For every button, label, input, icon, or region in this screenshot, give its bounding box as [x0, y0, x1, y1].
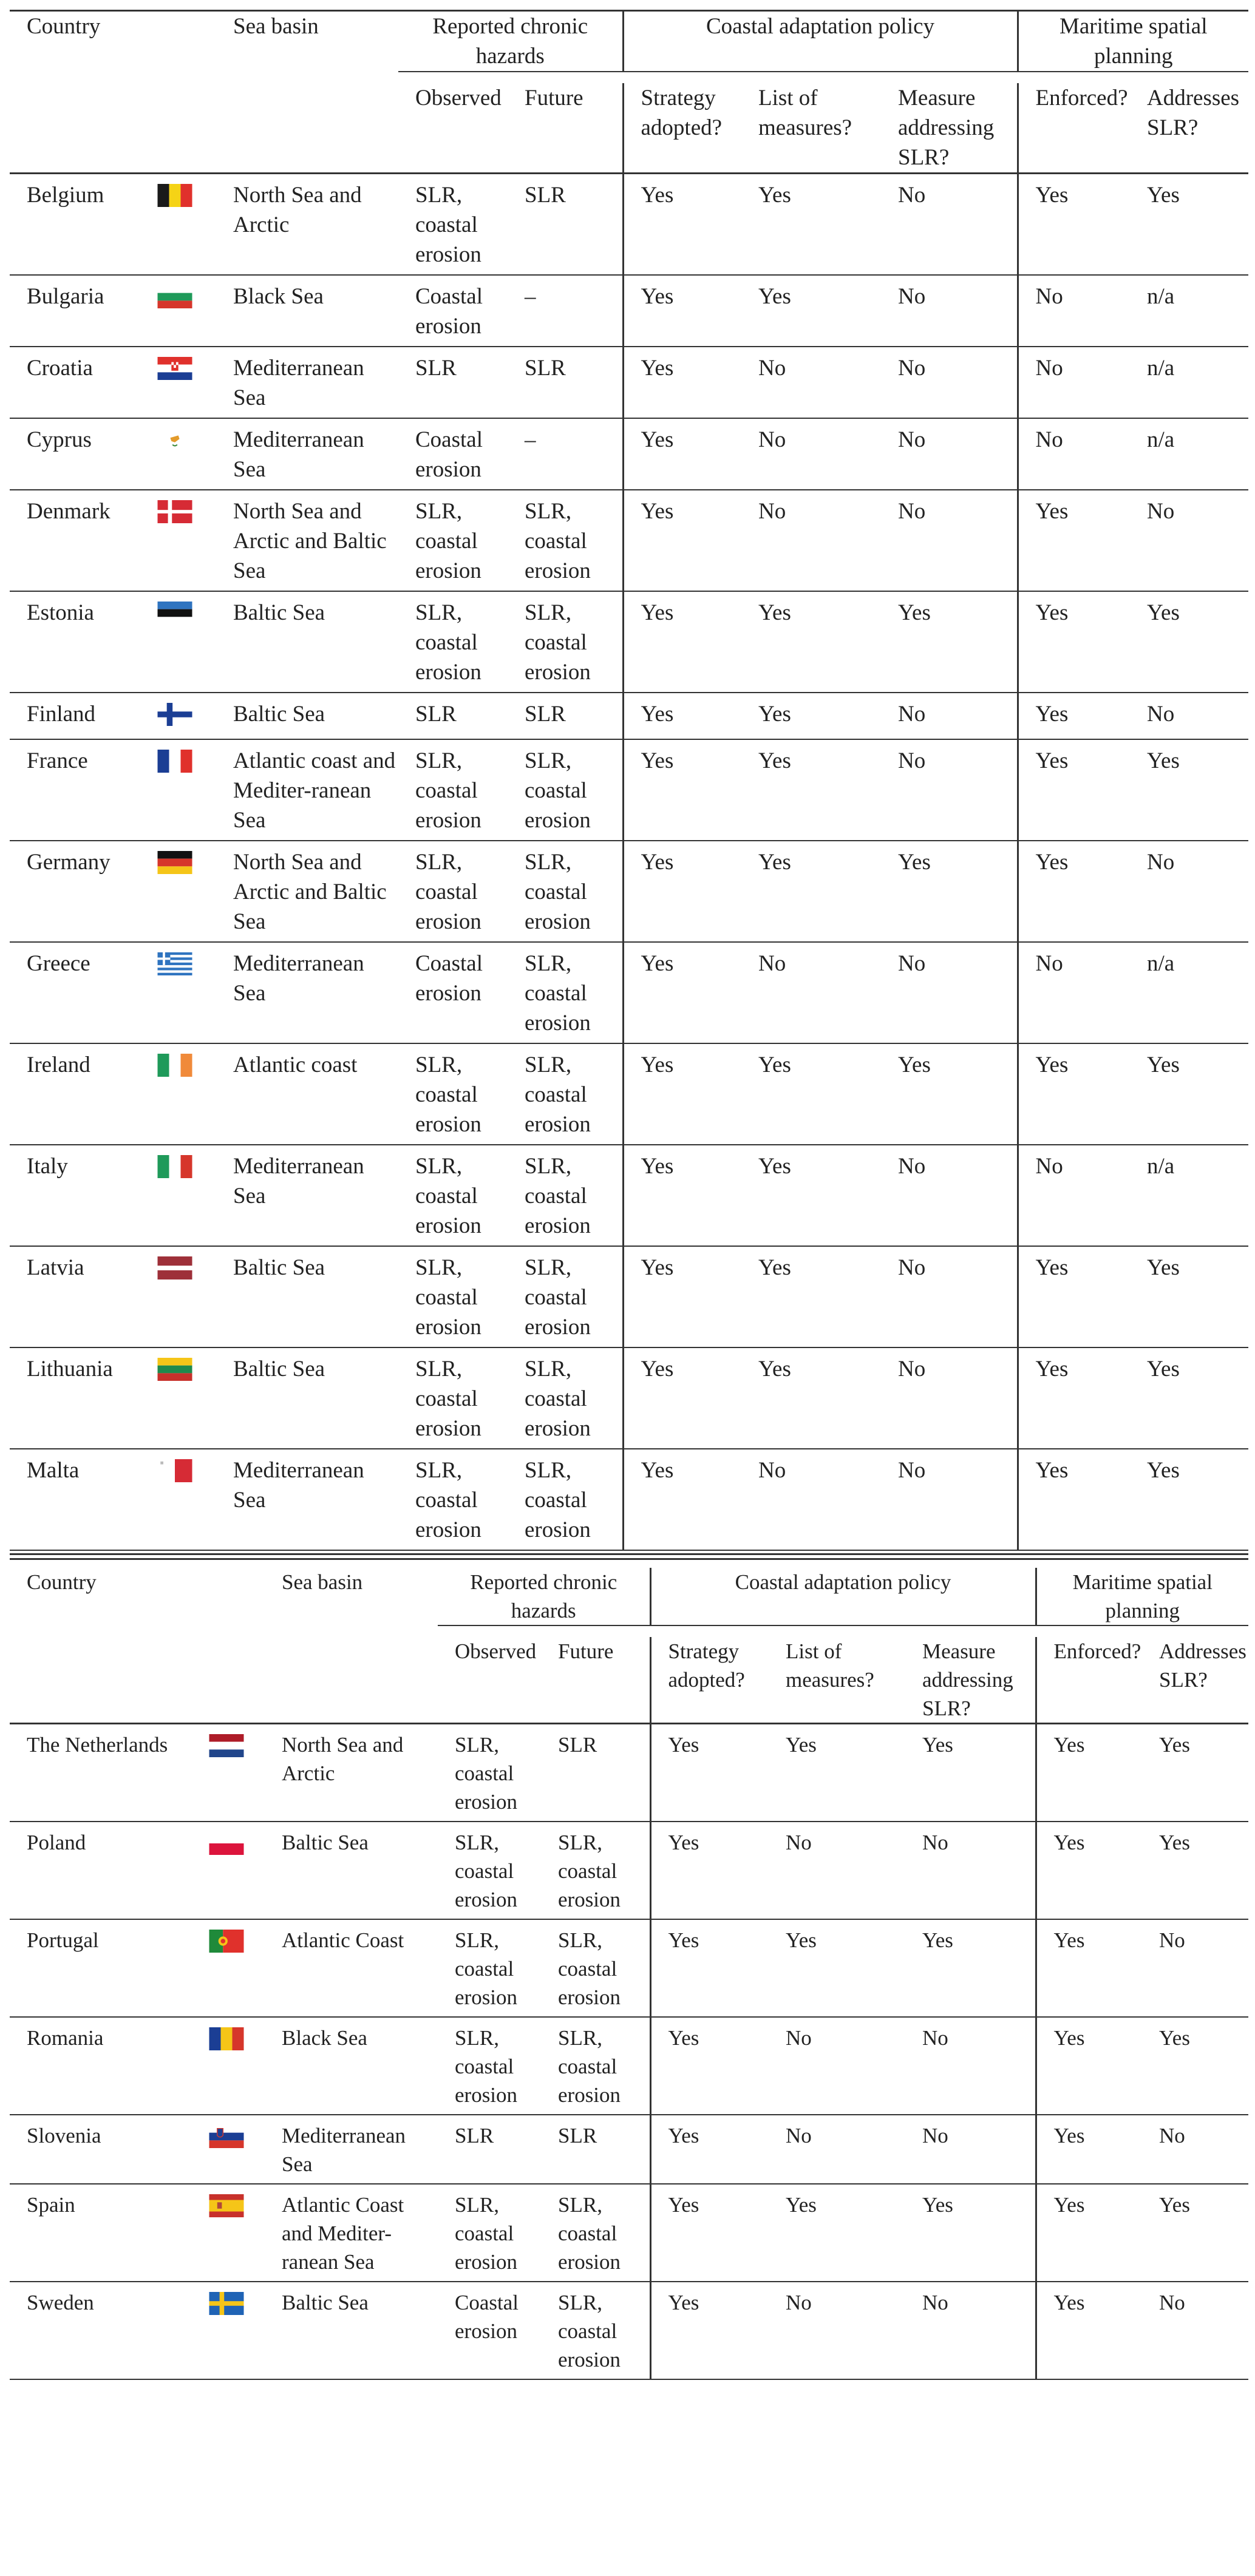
cell-sea-basin: North Sea and Arctic	[216, 174, 398, 276]
cell-strategy-adopted: Yes	[623, 739, 741, 841]
cell-observed: SLR, coastal erosion	[398, 591, 508, 693]
cell-msp-addresses-slr: n/a	[1130, 347, 1248, 418]
cell-observed: SLR, coastal erosion	[438, 2017, 541, 2115]
cell-measure-addressing-slr: No	[881, 1347, 1018, 1449]
header-msp: Maritime spatial planning	[1036, 1568, 1248, 1625]
table-row	[10, 942, 1248, 1043]
cell-flag	[140, 490, 216, 591]
table-row	[10, 174, 1248, 276]
header-enforced: Enforced?	[1018, 83, 1130, 174]
header-sea-basin: Sea basin	[265, 1568, 438, 1724]
cell-sea-basin: North Sea and Arctic and Baltic Sea	[216, 841, 398, 942]
cell-future: SLR, coastal erosion	[508, 739, 623, 841]
cell-msp-addresses-slr: Yes	[1142, 1822, 1248, 1919]
spain-flag-icon	[209, 2194, 244, 2217]
cell-msp-enforced: Yes	[1036, 2282, 1142, 2379]
cell-msp-enforced: Yes	[1018, 1043, 1130, 1145]
header-hazards: Reported chronic hazards	[438, 1568, 650, 1625]
table-row	[10, 490, 1248, 591]
cell-flag	[140, 1145, 216, 1246]
cell-strategy-adopted: Yes	[623, 1449, 741, 1550]
cell-future: SLR, coastal erosion	[508, 1145, 623, 1246]
cell-future: SLR	[508, 347, 623, 418]
header-country: Country	[10, 11, 140, 174]
cell-sea-basin: Mediterranean Sea	[216, 347, 398, 418]
cell-msp-enforced: Yes	[1036, 1822, 1142, 1919]
cell-country: Croatia	[10, 347, 140, 418]
cell-flag	[140, 347, 216, 418]
cell-msp-addresses-slr: No	[1130, 490, 1248, 591]
cell-msp-addresses-slr: Yes	[1142, 2017, 1248, 2115]
cell-msp-enforced: Yes	[1018, 591, 1130, 693]
cell-list-of-measures: No	[741, 490, 881, 591]
cell-strategy-adopted: Yes	[623, 1347, 741, 1449]
portugal-flag-icon	[209, 1930, 244, 1953]
cell-future: SLR, coastal erosion	[508, 591, 623, 693]
cell-observed: SLR, coastal erosion	[398, 1246, 508, 1347]
cell-observed: Coastal erosion	[398, 275, 508, 347]
table-body	[10, 174, 1248, 1551]
cell-msp-enforced: Yes	[1018, 1246, 1130, 1347]
belgium-flag-icon	[157, 184, 192, 207]
cell-measure-addressing-slr: No	[881, 490, 1018, 591]
cell-flag	[140, 591, 216, 693]
cell-observed: SLR, coastal erosion	[438, 2184, 541, 2282]
cell-sea-basin: Mediterranean Sea	[216, 1145, 398, 1246]
cell-country: Bulgaria	[10, 275, 140, 347]
cell-msp-enforced: Yes	[1036, 1919, 1142, 2017]
cell-sea-basin: Baltic Sea	[265, 2282, 438, 2379]
cell-future: SLR	[508, 693, 623, 739]
cell-list-of-measures: Yes	[741, 591, 881, 693]
croatia-flag-icon	[157, 357, 192, 380]
table-row	[10, 1043, 1248, 1145]
cell-list-of-measures: Yes	[741, 739, 881, 841]
cell-strategy-adopted: Yes	[623, 591, 741, 693]
cell-list-of-measures: Yes	[741, 1043, 881, 1145]
cell-msp-addresses-slr: Yes	[1142, 1724, 1248, 1822]
cell-strategy-adopted: Yes	[623, 693, 741, 739]
table-row	[10, 1246, 1248, 1347]
cell-list-of-measures: No	[741, 418, 881, 490]
cell-msp-addresses-slr: Yes	[1142, 2184, 1248, 2282]
cell-country: Germany	[10, 841, 140, 942]
table-row	[10, 1822, 1248, 1919]
cell-sea-basin: Black Sea	[216, 275, 398, 347]
table-break-rule	[10, 1553, 1248, 1560]
cell-country: Greece	[10, 942, 140, 1043]
greece-flag-icon	[157, 952, 192, 975]
cell-list-of-measures: Yes	[741, 275, 881, 347]
table-row	[10, 2184, 1248, 2282]
cell-list-of-measures: Yes	[741, 1347, 881, 1449]
cell-sea-basin: Atlantic coast and Mediter-ranean Sea	[216, 739, 398, 841]
bulgaria-flag-icon	[157, 285, 192, 308]
cell-measure-addressing-slr: No	[881, 693, 1018, 739]
cell-list-of-measures: Yes	[741, 1145, 881, 1246]
cell-country: Italy	[10, 1145, 140, 1246]
cell-flag	[140, 1347, 216, 1449]
france-flag-icon	[157, 750, 192, 773]
estonia-flag-icon	[157, 602, 192, 625]
cell-measure-addressing-slr: No	[881, 174, 1018, 276]
table-row	[10, 418, 1248, 490]
lithuania-flag-icon	[157, 1358, 192, 1381]
cell-msp-enforced: Yes	[1036, 2115, 1142, 2184]
cell-future: –	[508, 275, 623, 347]
malta-flag-icon	[157, 1459, 192, 1482]
cell-list-of-measures: No	[769, 2115, 905, 2184]
table-row	[10, 347, 1248, 418]
cell-country: Sweden	[10, 2282, 192, 2379]
cell-msp-addresses-slr: Yes	[1130, 1449, 1248, 1550]
cell-strategy-adopted: Yes	[623, 1145, 741, 1246]
cell-flag	[192, 1724, 265, 1822]
cell-future: SLR, coastal erosion	[508, 490, 623, 591]
cell-future: SLR, coastal erosion	[508, 1043, 623, 1145]
cell-future: SLR, coastal erosion	[541, 2282, 650, 2379]
cell-list-of-measures: Yes	[741, 174, 881, 276]
cell-msp-enforced: Yes	[1018, 693, 1130, 739]
cell-flag	[192, 2282, 265, 2379]
cell-msp-addresses-slr: No	[1142, 2282, 1248, 2379]
cell-sea-basin: Atlantic Coast	[265, 1919, 438, 2017]
cyprus-flag-icon	[157, 429, 192, 452]
table-header	[10, 1568, 1248, 1724]
cell-msp-addresses-slr: n/a	[1130, 942, 1248, 1043]
cell-country: Slovenia	[10, 2115, 192, 2184]
cell-msp-addresses-slr: Yes	[1130, 174, 1248, 276]
header-observed: Observed	[398, 83, 508, 174]
header-observed: Observed	[438, 1637, 541, 1724]
cell-msp-addresses-slr: No	[1142, 1919, 1248, 2017]
cell-sea-basin: Mediterranean Sea	[265, 2115, 438, 2184]
cell-msp-enforced: Yes	[1018, 841, 1130, 942]
cell-measure-addressing-slr: No	[881, 275, 1018, 347]
cell-observed: SLR, coastal erosion	[398, 739, 508, 841]
cell-list-of-measures: Yes	[769, 1724, 905, 1822]
adaptation-table-part2	[10, 1568, 1248, 2380]
cell-msp-addresses-slr: No	[1130, 841, 1248, 942]
cell-strategy-adopted: Yes	[623, 174, 741, 276]
cell-flag	[140, 841, 216, 942]
cell-list-of-measures: Yes	[769, 2184, 905, 2282]
cell-country: Malta	[10, 1449, 140, 1550]
cell-sea-basin: Baltic Sea	[216, 591, 398, 693]
cell-flag	[192, 2017, 265, 2115]
cell-observed: SLR	[398, 693, 508, 739]
finland-flag-icon	[157, 703, 192, 726]
table-row	[10, 2115, 1248, 2184]
cell-future: SLR	[508, 174, 623, 276]
cell-country: Estonia	[10, 591, 140, 693]
table-header	[10, 11, 1248, 174]
cell-future: SLR, coastal erosion	[508, 1449, 623, 1550]
cell-msp-enforced: Yes	[1018, 174, 1130, 276]
header-coastal-policy: Coastal adaptation policy	[650, 1568, 1036, 1625]
cell-measure-addressing-slr: No	[881, 1246, 1018, 1347]
cell-observed: SLR	[438, 2115, 541, 2184]
cell-sea-basin: Mediterranean Sea	[216, 942, 398, 1043]
germany-flag-icon	[157, 851, 192, 874]
cell-country: Finland	[10, 693, 140, 739]
cell-strategy-adopted: Yes	[650, 2017, 769, 2115]
cell-country: Denmark	[10, 490, 140, 591]
table-row	[10, 739, 1248, 841]
cell-measure-addressing-slr: No	[881, 942, 1018, 1043]
header-sea-basin: Sea basin	[216, 11, 398, 174]
cell-measure-addressing-slr: Yes	[905, 1724, 1036, 1822]
cell-strategy-adopted: Yes	[650, 2184, 769, 2282]
cell-strategy-adopted: Yes	[650, 1919, 769, 2017]
table-row	[10, 1724, 1248, 1822]
adaptation-table-part1	[10, 10, 1248, 1551]
cell-measure-addressing-slr: No	[905, 2017, 1036, 2115]
cell-measure-addressing-slr: No	[881, 1145, 1018, 1246]
cell-list-of-measures: Yes	[741, 1246, 881, 1347]
cell-measure-addressing-slr: Yes	[881, 841, 1018, 942]
romania-flag-icon	[209, 2027, 244, 2050]
header-measures: List of measures?	[741, 83, 881, 174]
cell-msp-addresses-slr: No	[1142, 2115, 1248, 2184]
cell-observed: SLR, coastal erosion	[398, 1145, 508, 1246]
cell-sea-basin: North Sea and Arctic	[265, 1724, 438, 1822]
cell-strategy-adopted: Yes	[623, 841, 741, 942]
cell-flag	[140, 275, 216, 347]
table-body	[10, 1724, 1248, 2380]
cell-observed: SLR, coastal erosion	[438, 1822, 541, 1919]
header-measures: List of measures?	[769, 1637, 905, 1724]
cell-observed: SLR, coastal erosion	[398, 1449, 508, 1550]
cell-flag	[140, 174, 216, 276]
cell-msp-enforced: Yes	[1036, 2017, 1142, 2115]
header-enforced: Enforced?	[1036, 1637, 1142, 1724]
cell-observed: SLR, coastal erosion	[438, 1919, 541, 2017]
cell-future: SLR, coastal erosion	[508, 1246, 623, 1347]
cell-strategy-adopted: Yes	[623, 347, 741, 418]
cell-msp-enforced: No	[1018, 418, 1130, 490]
cell-list-of-measures: No	[741, 1449, 881, 1550]
cell-msp-enforced: No	[1018, 275, 1130, 347]
table-row	[10, 2017, 1248, 2115]
cell-msp-enforced: Yes	[1036, 1724, 1142, 1822]
cell-msp-addresses-slr: Yes	[1130, 591, 1248, 693]
cell-list-of-measures: No	[741, 347, 881, 418]
cell-msp-enforced: Yes	[1018, 490, 1130, 591]
latvia-flag-icon	[157, 1256, 192, 1280]
cell-list-of-measures: No	[769, 1822, 905, 1919]
cell-measure-addressing-slr: No	[905, 1822, 1036, 1919]
cell-msp-addresses-slr: n/a	[1130, 275, 1248, 347]
poland-flag-icon	[209, 1832, 244, 1855]
cell-msp-enforced: No	[1018, 942, 1130, 1043]
cell-observed: SLR, coastal erosion	[398, 1043, 508, 1145]
cell-observed: SLR, coastal erosion	[398, 174, 508, 276]
header-measure-slr: Measure addressing SLR?	[881, 83, 1018, 174]
cell-msp-enforced: Yes	[1018, 1347, 1130, 1449]
cell-strategy-adopted: Yes	[623, 490, 741, 591]
cell-strategy-adopted: Yes	[650, 1822, 769, 1919]
cell-flag	[140, 1246, 216, 1347]
cell-strategy-adopted: Yes	[650, 1724, 769, 1822]
cell-strategy-adopted: Yes	[650, 2115, 769, 2184]
cell-sea-basin: Baltic Sea	[216, 1246, 398, 1347]
cell-country: Spain	[10, 2184, 192, 2282]
header-addresses-slr: Addresses SLR?	[1130, 83, 1248, 174]
cell-msp-addresses-slr: Yes	[1130, 1347, 1248, 1449]
cell-msp-enforced: Yes	[1036, 2184, 1142, 2282]
cell-sea-basin: Mediterranean Sea	[216, 1449, 398, 1550]
cell-measure-addressing-slr: Yes	[881, 591, 1018, 693]
cell-flag	[140, 1043, 216, 1145]
header-measure-slr: Measure addressing SLR?	[905, 1637, 1036, 1724]
slovenia-flag-icon	[209, 2125, 244, 2148]
cell-country: Portugal	[10, 1919, 192, 2017]
cell-future: SLR	[541, 1724, 650, 1822]
table-row	[10, 1347, 1248, 1449]
cell-flag	[140, 693, 216, 739]
ireland-flag-icon	[157, 1054, 192, 1077]
cell-measure-addressing-slr: Yes	[905, 1919, 1036, 2017]
cell-flag	[140, 739, 216, 841]
cell-future: SLR, coastal erosion	[508, 841, 623, 942]
cell-country: The Netherlands	[10, 1724, 192, 1822]
cell-sea-basin: Mediterranean Sea	[216, 418, 398, 490]
cell-observed: SLR, coastal erosion	[438, 1724, 541, 1822]
cell-country: Cyprus	[10, 418, 140, 490]
cell-future: SLR, coastal erosion	[541, 2017, 650, 2115]
cell-sea-basin: Baltic Sea	[265, 1822, 438, 1919]
cell-measure-addressing-slr: Yes	[905, 2184, 1036, 2282]
cell-msp-enforced: Yes	[1018, 739, 1130, 841]
cell-strategy-adopted: Yes	[650, 2282, 769, 2379]
cell-observed: SLR, coastal erosion	[398, 841, 508, 942]
header-strategy: Strategy adopted?	[650, 1637, 769, 1724]
cell-future: SLR, coastal erosion	[541, 1822, 650, 1919]
cell-sea-basin: Baltic Sea	[216, 693, 398, 739]
cell-msp-enforced: No	[1018, 1145, 1130, 1246]
cell-future: SLR	[541, 2115, 650, 2184]
cell-sea-basin: Baltic Sea	[216, 1347, 398, 1449]
cell-future: SLR, coastal erosion	[508, 1347, 623, 1449]
cell-flag	[192, 1919, 265, 2017]
header-addresses-slr: Addresses SLR?	[1142, 1637, 1248, 1724]
header-country: Country	[10, 1568, 192, 1724]
cell-msp-addresses-slr: Yes	[1130, 1246, 1248, 1347]
cell-strategy-adopted: Yes	[623, 1246, 741, 1347]
header-future: Future	[508, 83, 623, 174]
cell-observed: SLR, coastal erosion	[398, 490, 508, 591]
table-row	[10, 1145, 1248, 1246]
header-strategy: Strategy adopted?	[623, 83, 741, 174]
cell-msp-addresses-slr: n/a	[1130, 1145, 1248, 1246]
cell-strategy-adopted: Yes	[623, 942, 741, 1043]
cell-msp-enforced: Yes	[1018, 1449, 1130, 1550]
cell-country: Romania	[10, 2017, 192, 2115]
cell-msp-addresses-slr: n/a	[1130, 418, 1248, 490]
cell-flag	[140, 942, 216, 1043]
table-row	[10, 275, 1248, 347]
cell-msp-addresses-slr: No	[1130, 693, 1248, 739]
table-row	[10, 841, 1248, 942]
cell-measure-addressing-slr: No	[881, 739, 1018, 841]
cell-measure-addressing-slr: No	[881, 418, 1018, 490]
cell-sea-basin: Atlantic Coast and Mediter-ranean Sea	[265, 2184, 438, 2282]
cell-future: SLR, coastal erosion	[508, 942, 623, 1043]
denmark-flag-icon	[157, 500, 192, 523]
cell-future: SLR, coastal erosion	[541, 1919, 650, 2017]
cell-list-of-measures: No	[741, 942, 881, 1043]
italy-flag-icon	[157, 1155, 192, 1178]
cell-sea-basin: Black Sea	[265, 2017, 438, 2115]
cell-flag	[140, 1449, 216, 1550]
cell-sea-basin: Atlantic coast	[216, 1043, 398, 1145]
cell-flag	[192, 2184, 265, 2282]
cell-list-of-measures: Yes	[741, 693, 881, 739]
cell-observed: Coastal erosion	[398, 418, 508, 490]
cell-list-of-measures: Yes	[769, 1919, 905, 2017]
cell-msp-enforced: No	[1018, 347, 1130, 418]
cell-strategy-adopted: Yes	[623, 418, 741, 490]
cell-msp-addresses-slr: Yes	[1130, 1043, 1248, 1145]
cell-country: Poland	[10, 1822, 192, 1919]
netherlands-flag-icon	[209, 1734, 244, 1757]
table-row	[10, 693, 1248, 739]
table-row	[10, 1919, 1248, 2017]
cell-list-of-measures: No	[769, 2282, 905, 2379]
cell-strategy-adopted: Yes	[623, 275, 741, 347]
sweden-flag-icon	[209, 2292, 244, 2315]
cell-country: Ireland	[10, 1043, 140, 1145]
header-msp: Maritime spatial planning	[1018, 11, 1248, 72]
cell-measure-addressing-slr: No	[905, 2115, 1036, 2184]
cell-observed: SLR, coastal erosion	[398, 1347, 508, 1449]
cell-observed: SLR	[398, 347, 508, 418]
cell-measure-addressing-slr: Yes	[881, 1043, 1018, 1145]
table-row	[10, 2282, 1248, 2379]
header-hazards: Reported chronic hazards	[398, 11, 623, 72]
header-coastal-policy: Coastal adaptation policy	[623, 11, 1018, 72]
cell-country: Latvia	[10, 1246, 140, 1347]
cell-future: SLR, coastal erosion	[541, 2184, 650, 2282]
cell-observed: Coastal erosion	[438, 2282, 541, 2379]
header-future: Future	[541, 1637, 650, 1724]
cell-msp-addresses-slr: Yes	[1130, 739, 1248, 841]
cell-future: –	[508, 418, 623, 490]
cell-flag	[192, 2115, 265, 2184]
table-row	[10, 1449, 1248, 1550]
cell-strategy-adopted: Yes	[623, 1043, 741, 1145]
cell-country: France	[10, 739, 140, 841]
cell-measure-addressing-slr: No	[881, 1449, 1018, 1550]
cell-measure-addressing-slr: No	[905, 2282, 1036, 2379]
cell-flag	[192, 1822, 265, 1919]
cell-list-of-measures: Yes	[741, 841, 881, 942]
cell-measure-addressing-slr: No	[881, 347, 1018, 418]
cell-observed: Coastal erosion	[398, 942, 508, 1043]
cell-sea-basin: North Sea and Arctic and Baltic Sea	[216, 490, 398, 591]
table-row	[10, 591, 1248, 693]
cell-list-of-measures: No	[769, 2017, 905, 2115]
cell-flag	[140, 418, 216, 490]
cell-country: Lithuania	[10, 1347, 140, 1449]
cell-country: Belgium	[10, 174, 140, 276]
